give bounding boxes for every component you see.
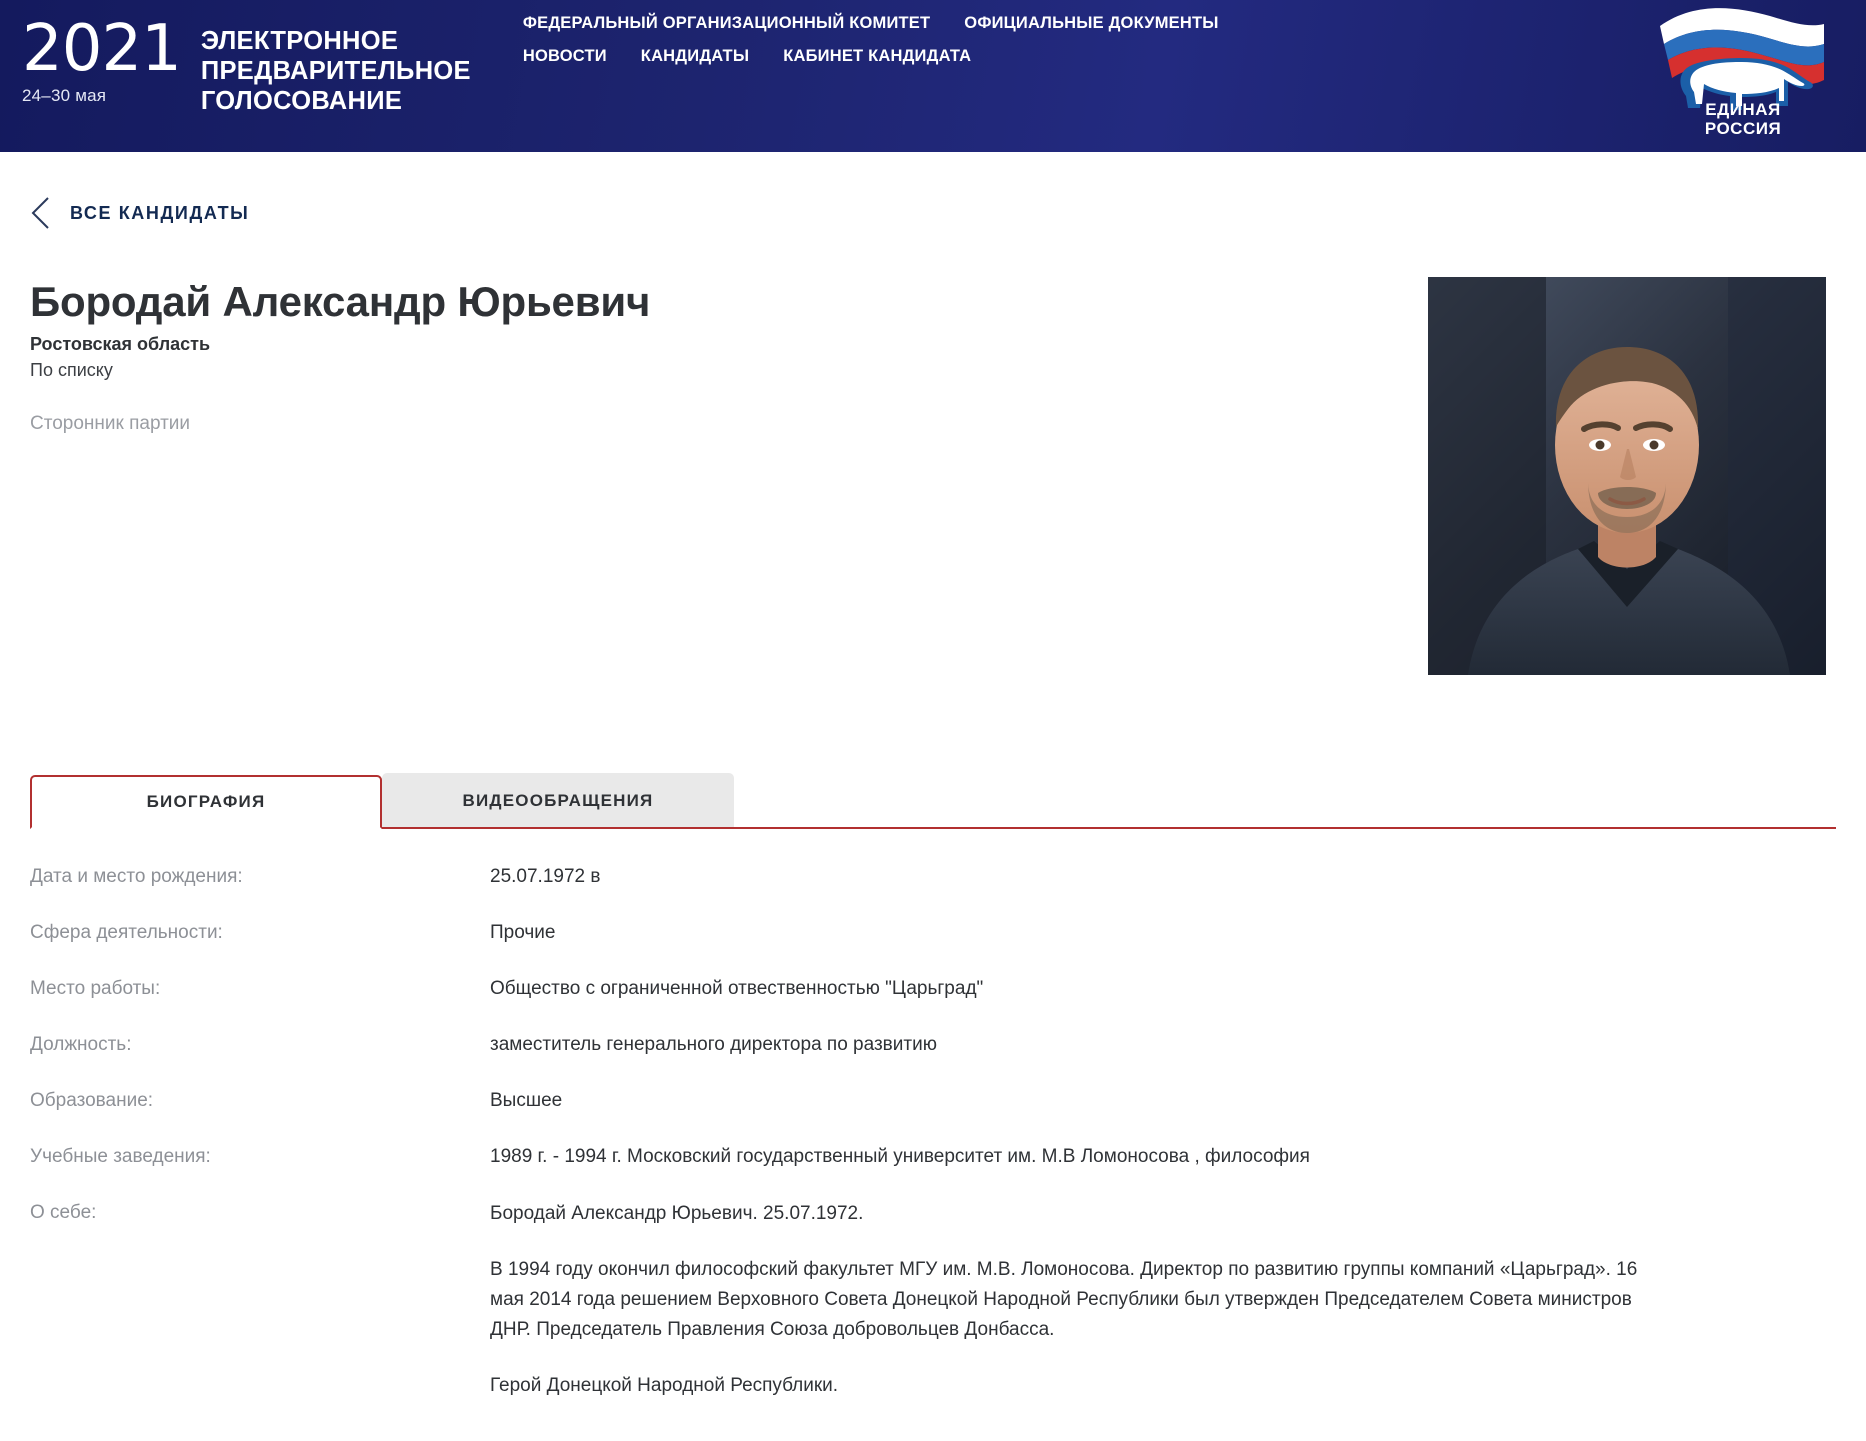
bio-row-field: [30, 919, 1836, 947]
nav-link-candidate-cabinet[interactable]: КАБИНЕТ КАНДИДАТА: [783, 47, 972, 65]
bio-value-about: [490, 1199, 1836, 1401]
bio-label-workplace: Место работы:: [30, 978, 161, 999]
bio-row-workplace: [30, 975, 1836, 1003]
bio-row-position: [30, 1031, 1836, 1059]
campaign-dates: 24–30 мая: [22, 86, 107, 105]
bio-value-education: Высшее: [490, 1090, 563, 1111]
main-navigation: [471, 0, 1638, 80]
party-logo-line-2: РОССИЯ: [1704, 119, 1782, 138]
page-title: Бородай Александр Юрьевич: [30, 278, 651, 325]
bio-label-position: Должность:: [30, 1034, 132, 1055]
header-inner: [0, 0, 1866, 152]
nav-link-official-documents[interactable]: ОФИЦИАЛЬНЫЕ ДОКУМЕНТЫ: [964, 14, 1219, 32]
tab-video-messages[interactable]: ВИДЕООБРАЩЕНИЯ: [382, 773, 734, 827]
portrait-photo-icon: [1428, 277, 1826, 675]
chevron-left-icon: [30, 196, 52, 230]
bio-value-position: заместитель генерального директора по развитию: [490, 1034, 937, 1055]
candidate-photo: [1428, 277, 1826, 675]
campaign-year-block: [22, 12, 181, 106]
bio-row-education: [30, 1087, 1836, 1115]
about-paragraph-3: Герой Донецкой Народной Республики.: [490, 1375, 839, 1396]
party-logo[interactable]: [1638, 0, 1848, 152]
candidate-info: [30, 277, 1428, 437]
back-link-label: ВСЕ КАНДИДАТЫ: [70, 202, 250, 223]
bio-value-birth: 25.07.1972 в: [490, 866, 601, 887]
candidate-listing-type: По списку: [30, 360, 113, 380]
site-header: [0, 0, 1866, 152]
campaign-year: 2021: [22, 12, 181, 86]
nav-link-news[interactable]: НОВОСТИ: [522, 47, 607, 65]
nav-link-candidates[interactable]: КАНДИДАТЫ: [640, 47, 750, 65]
bio-label-birth: Дата и место рождения:: [30, 866, 243, 887]
about-paragraph-2: В 1994 году окончил философский факультет МГУ им. М.В. Ломоносова. Директор по развитию группы компаний «Царьград». 16 мая 2014 года решением Верховного Совета Донецкой Народной Республики был утвержден Председателем Совета министров ДНР. Председатель Правления Союза добровольцев Донбасса.: [490, 1259, 1638, 1340]
campaign-title-line-2: ПРЕДВАРИТЕЛЬНОЕ: [200, 57, 471, 85]
page-content: [0, 152, 1866, 1441]
candidate-header: [30, 277, 1836, 747]
bio-label-about: О себе:: [30, 1202, 97, 1223]
bio-row-about: [30, 1199, 1836, 1401]
bio-value-field: Прочие: [490, 922, 556, 943]
back-to-all-candidates-link[interactable]: [30, 196, 249, 230]
bio-value-workplace: Общество с ограниченной отвественностью "Царьград": [490, 978, 984, 999]
bio-row-birth: [30, 863, 1836, 891]
party-logo-text: [1638, 100, 1848, 138]
candidate-tabs: [30, 775, 1836, 829]
campaign-brand-lockup[interactable]: [0, 0, 471, 116]
bio-label-education: Образование:: [30, 1090, 154, 1111]
nav-link-federal-committee[interactable]: ФЕДЕРАЛЬНЫЙ ОРГАНИЗАЦИОННЫЙ КОМИТЕТ: [522, 14, 931, 32]
nav-row-secondary: [523, 47, 971, 66]
candidate-status: Сторонник партии: [30, 413, 191, 434]
tab-biography[interactable]: БИОГРАФИЯ: [30, 775, 382, 829]
biography-panel: [30, 863, 1836, 1441]
candidate-region: Ростовская область: [30, 334, 211, 354]
campaign-title: [201, 12, 471, 116]
bio-row-institutions: [30, 1143, 1836, 1171]
party-logo-line-1: ЕДИНАЯ: [1705, 100, 1781, 119]
bio-label-field: Сфера деятельности:: [30, 922, 223, 943]
bio-value-institutions: 1989 г. - 1994 г. Московский государственный университет им. М.В Ломоносова , философия: [490, 1146, 1310, 1167]
about-paragraph-1: Бородай Александр Юрьевич. 25.07.1972.: [490, 1203, 864, 1224]
bio-label-institutions: Учебные заведения:: [30, 1146, 211, 1167]
nav-row-primary: [523, 14, 1219, 33]
campaign-title-line-3: ГОЛОСОВАНИЕ: [200, 87, 403, 115]
campaign-title-line-1: ЭЛЕКТРОННОЕ: [200, 27, 399, 55]
